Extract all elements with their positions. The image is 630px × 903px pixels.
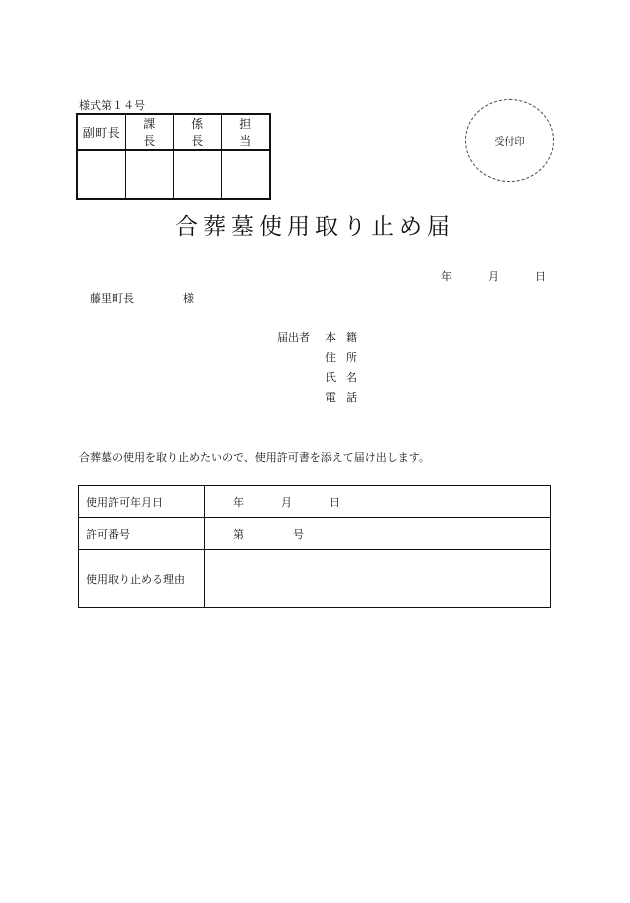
details-table [78, 485, 551, 608]
document-title: 合葬墓使用取り止め届 [175, 214, 455, 240]
applicant-label: 届出者 [277, 331, 310, 344]
form-number: 様式第１４号 [79, 99, 145, 112]
permit-number-prefix: 第 [233, 527, 244, 541]
permit-date-month: 月 [281, 495, 292, 509]
applicant-field-name: 氏名 [325, 371, 367, 384]
applicant-field-address: 住所 [325, 351, 367, 364]
table-row [79, 486, 551, 518]
reception-stamp-circle [465, 99, 554, 182]
permit-number-suffix: 号 [293, 527, 304, 541]
approval-stamp-cell [126, 150, 174, 199]
permit-date-day: 日 [329, 495, 340, 509]
permit-number-label: 許可番号 [79, 518, 205, 550]
reception-stamp-label: 受付印 [494, 137, 525, 148]
applicant-field-phone: 電話 [325, 391, 367, 404]
permit-date-label: 使用許可年月日 [79, 486, 205, 518]
cancellation-reason-value [205, 550, 551, 608]
approval-header-section-chief: 課 長 [126, 114, 174, 150]
statement-text: 合葬墓の使用を取り止めたいので、使用許可書を添えて届け出します。 [79, 451, 430, 464]
addressee-honorific: 様 [183, 292, 194, 305]
cancellation-reason-label: 使用取り止める理由 [79, 550, 205, 608]
approval-stamp-box [76, 113, 277, 200]
approval-header-vice-mayor: 副町長 [77, 114, 126, 150]
approval-header-subsection-chief: 係 長 [174, 114, 222, 150]
permit-number-value [205, 518, 551, 550]
approval-stamp-cell [77, 150, 126, 199]
date-year-label: 年 [441, 270, 452, 283]
approval-stamp-cell [174, 150, 222, 199]
date-day-label: 日 [535, 270, 546, 283]
applicant-field-domicile: 本籍 [325, 331, 367, 344]
date-month-label: 月 [488, 270, 499, 283]
table-row [79, 518, 551, 550]
approval-header-person-in-charge: 担 当 [222, 114, 271, 150]
table-row [79, 550, 551, 608]
approval-stamp-cell [222, 150, 271, 199]
addressee-name: 藤里町長 [90, 292, 134, 305]
permit-date-value [205, 486, 551, 518]
permit-date-year: 年 [233, 495, 244, 509]
